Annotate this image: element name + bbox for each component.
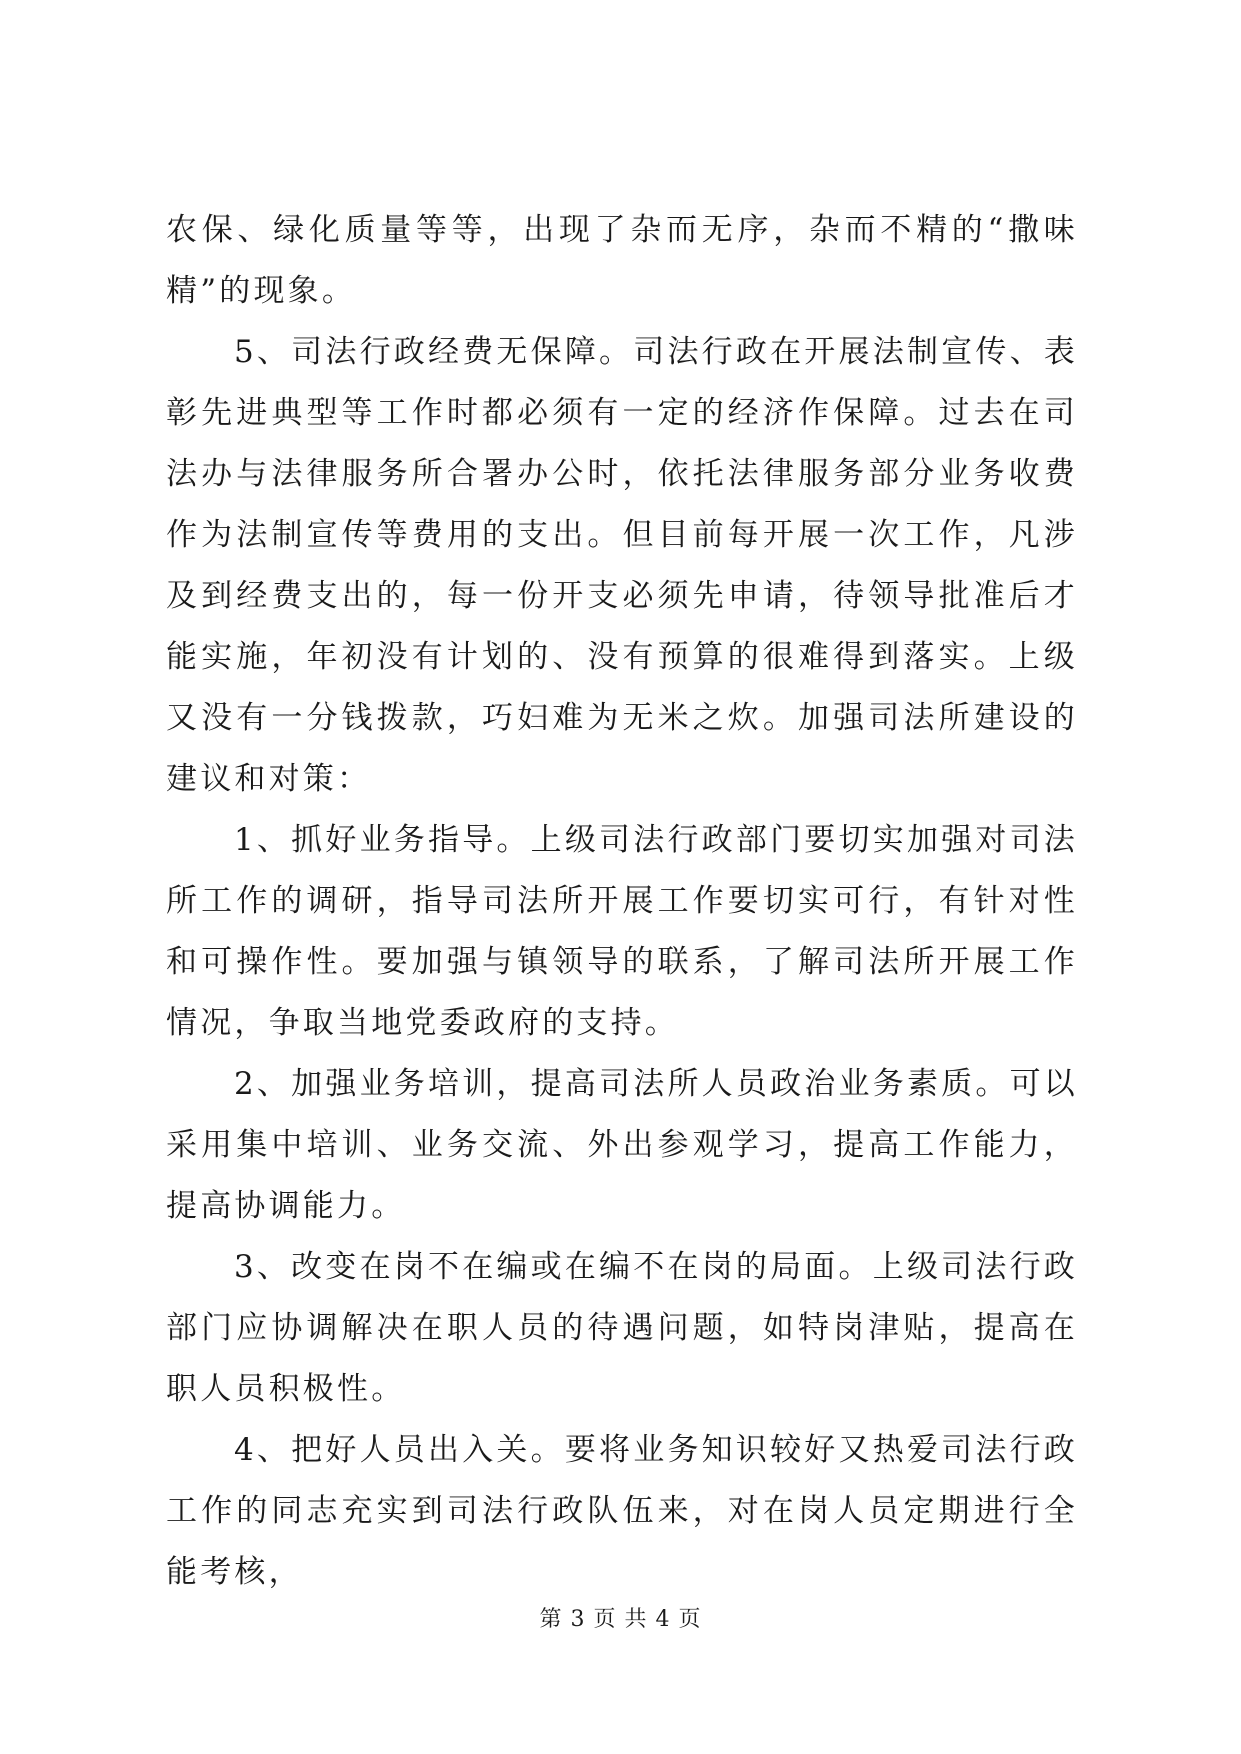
paragraph-2: 5、司法行政经费无保障。司法行政在开展法制宣传、表彰先进典型等工作时都必须有一定的经济作保障。过去在司法办与法律服务所合署办公时，依托法律服务部分业务收费作为法制宣传等费用的支出。但目前每开展一次工作，凡涉及到经费支出的，每一份开支必须先申请，待领导批准后才能实施，年初没有计划的、没有预算的很难得到落实。上级又没有一分钱拨款，巧妇难为无米之炊。加强司法所建设的建议和对策： [166,334,1078,797]
page-number-footer: 第 3 页 共 4 页 [539,1607,702,1632]
paragraph-3: 1、抓好业务指导。上级司法行政部门要切实加强对司法所工作的调研，指导司法所开展工作要切实可行，有针对性和可操作性。要加强与镇领导的联系，了解司法所开展工作情况，争取当地党委政府的支持。 [166,822,1078,1041]
paragraph-1: 农保、绿化质量等等，出现了杂而无序，杂而不精的“撒味精”的现象。 [166,212,1078,309]
document-body [166,200,1078,1603]
paragraph-6: 4、把好人员出入关。要将业务知识较好又热爱司法行政工作的同志充实到司法行政队伍来，对在岗人员定期进行全能考核， [166,1432,1078,1590]
paragraph-4: 2、加强业务培训，提高司法所人员政治业务素质。可以采用集中培训、业务交流、外出参观学习，提高工作能力，提高协调能力。 [166,1066,1078,1224]
paragraph-5: 3、改变在岗不在编或在编不在岗的局面。上级司法行政部门应协调解决在职人员的待遇问题，如特岗津贴，提高在职人员积极性。 [166,1249,1078,1407]
